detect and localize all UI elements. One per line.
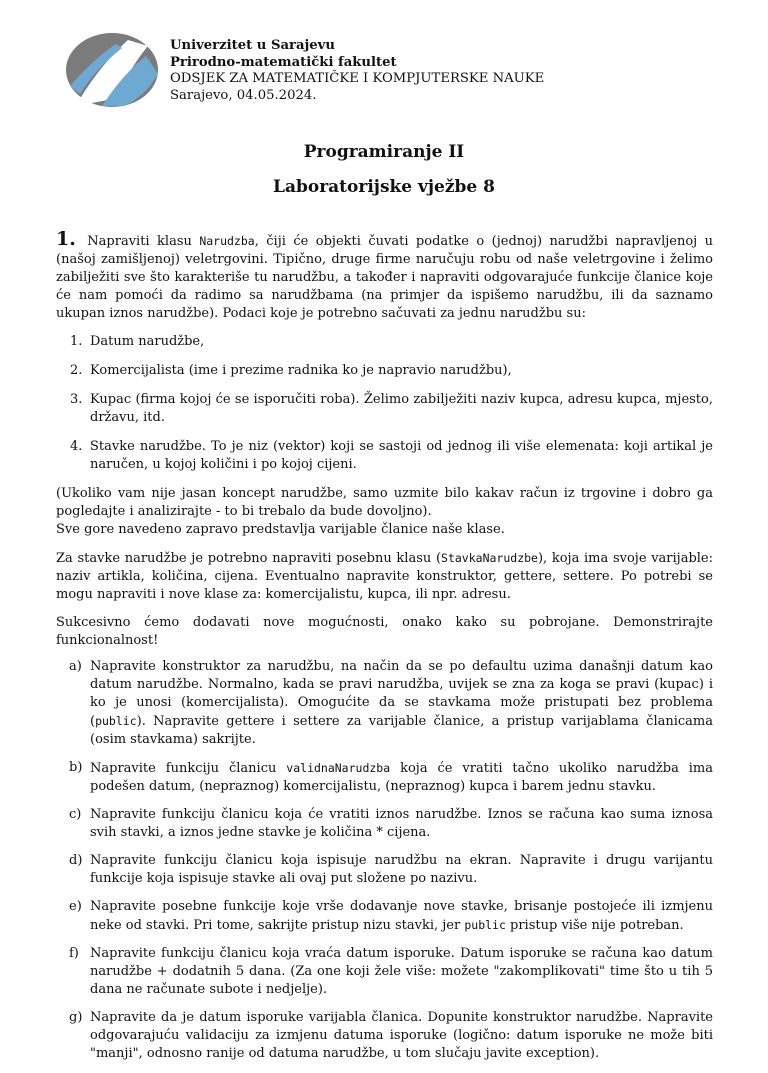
list-item: c) Napravite funkciju članicu koja će vratiti iznos narudžbe. Iznos se računa kao suma iznosa svih stavki, a iznos jedne stavke je količina * cijena. xyxy=(69,807,713,840)
list-item: 2. Komercijalista (ime i prezime radnika ko je napravio narudžbu), xyxy=(70,363,512,378)
header-block xyxy=(170,38,544,104)
successive-paragraph: Sukcesivno ćemo dodavati nove mogućnosti, onako kako su pobrojane. Demonstrirajte funkcionalnost! xyxy=(56,615,713,648)
stavka-class-code: StavkaNarudzbe xyxy=(441,551,538,565)
task-number: 1. xyxy=(56,228,76,250)
department-name: ODSJEK ZA MATEMATIČKE I KOMPJUTERSKE NAUKE xyxy=(170,71,545,86)
course-title: Programiranje II xyxy=(303,142,465,162)
stavka-paragraph: Za stavke narudžbe je potrebno napraviti posebnu klasu (StavkaNarudzbe), koja ima svoje varijable: naziv artikla, količina, cijena. Eventualno napravite konstruktor, gettere, settere. Po potrebi se mogu napraviti i nove klase za: komercijalistu, kupca, ili npr. adresu. xyxy=(56,551,713,602)
list-item: b) Napravite funkciju članicu validnaNarudzba koja će vratiti tačno ukoliko narudžba ima podešen datum, (nepraznog) komercijalistu, (nepraznog) kupca i barem jednu stavku. xyxy=(69,760,713,794)
list-item: 1. Datum narudžbe, xyxy=(70,334,205,349)
class-name-code: Narudzba xyxy=(199,234,255,248)
university-name: Univerzitet u Sarajevu xyxy=(170,38,335,53)
university-logo-icon xyxy=(62,26,160,110)
list-item: e) Napravite posebne funkcije koje vrše dodavanje nove stavke, brisanje postojeće ili izmjenu neke od stavki. Pri tome, sakrijte pristup nizu stavki, jer public pristup više nije potreban. xyxy=(69,899,713,933)
note-paragraph: (Ukoliko vam nije jasan koncept narudžbe, samo uzmite bilo kakav račun iz trgovine i dobro ga pogledajte i analizirajte - to bi trebalo da bude dovoljno). Sve gore navedeno zapravo predstavlja varijable članice naše klase. xyxy=(56,486,713,537)
list-item: a) Napravite konstruktor za narudžbu, na način da se po defaultu uzima današnji datum kao datum narudžbe. Normalno, kada se pravi narudžba, uvijek se zna za koga se pravi (kupac) i ko je unosi (komercijalista). Omogućite da se stavkama može pristupati bez problema (public). Napravite gettere i settere za varijable članice, a pristup varijablama članicama (osim stavkama) sakrijte. xyxy=(69,659,713,747)
list-item: 4. Stavke narudžbe. To je niz (vektor) koji se sastoji od jednog ili više elemenata: koji artikal je naručen, u kojoj količini i po kojoj cijeni. xyxy=(70,439,713,472)
list-item: d) Napravite funkciju članicu koja ispisuje narudžbu na ekran. Napravite i drugu varijantu funkcije koja ispisuje stavke ali ovaj put složene po nazivu. xyxy=(69,853,713,886)
task-intro: 1. Napraviti klasu Narudzba, čiji će objekti čuvati podatke o (jednoj) narudžbi napravljenoj u (našoj zamišljenoj) veletrgovini. Tipično, druge firme naručuju robu od naše veletrgovine i želimo zabilježiti sve što karakteriše tu narudžbu, a također i napraviti odgovarajuće funkcije članice koje će nam pomoći da radimo sa narudžbama (na primjer da ispišemo narudžbu, ili da saznamo ukupan iznos narudžbe). Podaci koje je potrebno sačuvati za jednu narudžbu su: xyxy=(56,228,713,321)
data-fields-list xyxy=(56,333,713,474)
list-item: 3. Kupac (firma kojoj će se isporučiti roba). Želimo zabilježiti naziv kupca, adresu kupca, mjesto, državu, itd. xyxy=(70,392,713,425)
faculty-name: Prirodno-matematički fakultet xyxy=(170,54,397,70)
list-item: g) Napravite da je datum isporuke varijabla članica. Dopunite konstruktor narudžbe. Napravite odgovarajuću validaciju za izmjenu datuma isporuke (logično: datum isporuke ne može biti "manji", odnosno ranije od datuma narudžbe, u tom slučaju javite exception). xyxy=(69,1010,713,1061)
list-item: f) Napravite funkciju članicu koja vraća datum isporuke. Datum isporuke se računa kao datum narudžbe + dodatnih 5 dana. (Za one koji žele više: možete "zakomplikovati" time što u tih 5 dana ne računate subote i nedjelje). xyxy=(69,946,713,997)
subtask-list xyxy=(56,658,713,1063)
lab-title: Laboratorijske vježbe 8 xyxy=(273,177,495,197)
task-content xyxy=(56,230,713,1073)
place-date: Sarajevo, 04.05.2024. xyxy=(170,87,317,103)
